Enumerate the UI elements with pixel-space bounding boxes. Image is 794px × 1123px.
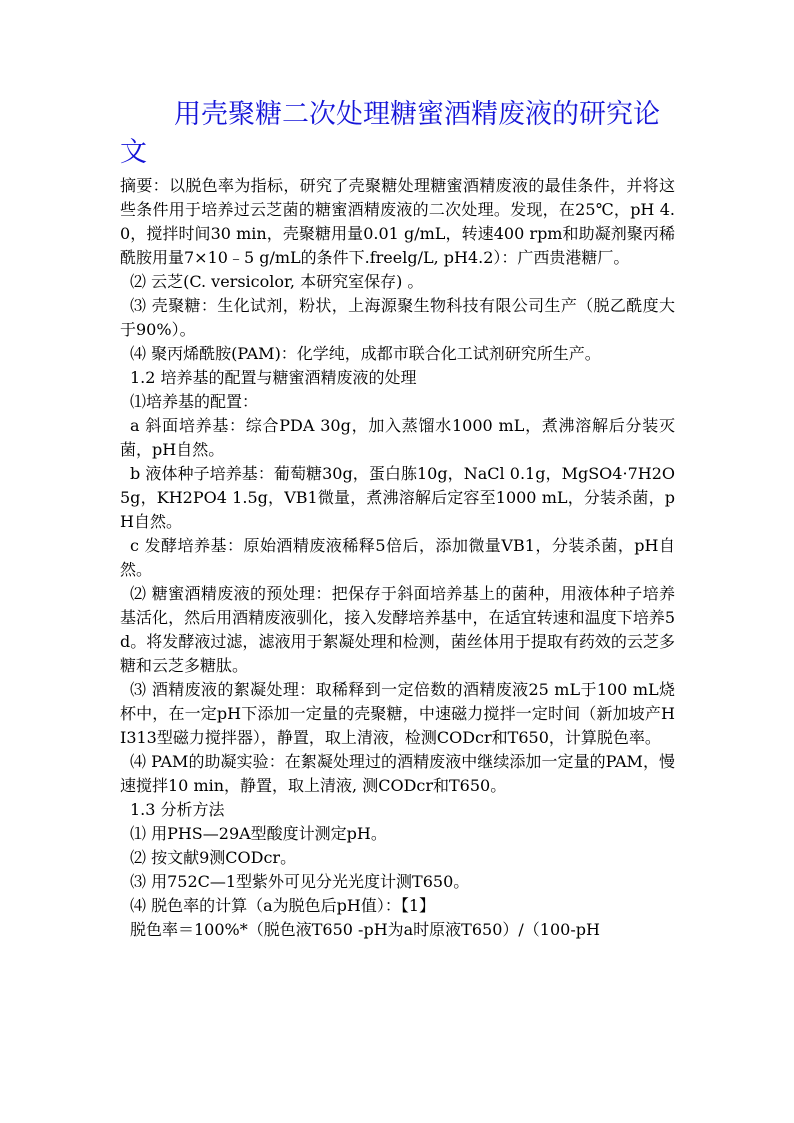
medium-fermentation: c 发酵培养基：原始酒精废液稀释5倍后，添加微量VB1，分装杀菌，pH自然。 bbox=[120, 536, 675, 579]
flocculation-paragraph: ⑶ 酒精废液的絮凝处理：取稀释到一定倍数的酒精废液25 mL于100 mL烧杯中，在一定pH下添加一定量的壳聚糖，中速磁力搅拌一定时间（新加坡产HI313型磁力搅拌器），静置，取上清液，检测CODcr和T650，计算脱色率。 bbox=[120, 680, 675, 747]
material-pam: ⑷ 聚丙烯酰胺(PAM)：化学纯，成都市联合化工试剂研究所生产。 bbox=[130, 344, 601, 363]
material-yunzhi: ⑵ 云芝(C. versicolor, 本研究室保存) 。 bbox=[130, 272, 424, 291]
medium-liquid-seed: b 液体种子培养基：葡萄糖30g，蛋白胨10g，NaCl 0.1g，MgSO4·7H2O 5g，KH2PO4 1.5g，VB1微量，煮沸溶解后定容至1000 mL，分装杀菌，pH自然。 bbox=[120, 464, 675, 531]
method-t650: ⑶ 用752C—1型紫外可见分光光度计测T650。 bbox=[130, 872, 470, 891]
pretreatment-paragraph: ⑵ 糖蜜酒精废液的预处理：把保存于斜面培养基上的菌种，用液体种子培养基活化，然后用酒精废液驯化，接入发酵培养基中，在适宜转速和温度下培养5d。将发酵液过滤，滤液用于絮凝处理和检测，菌丝体用于提取有药效的云芝多糖和云芝多糖肽。 bbox=[120, 584, 675, 675]
document-title: 用壳聚糖二次处理糖蜜酒精废液的研究论文 bbox=[120, 99, 660, 168]
decolor-formula: 脱色率＝100%*（脱色液T650 -pH为a时原液T650）/（100-pH bbox=[130, 920, 600, 939]
section-heading-1-2: 1.2 培养基的配置与糖蜜酒精废液的处理 bbox=[130, 368, 417, 387]
abstract-paragraph: 摘要：以脱色率为指标，研究了壳聚糖处理糖蜜酒精废液的最佳条件，并将这些条件用于培养过云芝菌的糖蜜酒精废液的二次处理。发现，在25℃，pH 4.0，搅拌时间30 min，壳聚糖用量0.01 g/mL，转速400 rpm和助凝剂聚丙稀酰胺用量7×10﹣5 g/mL的条件下.freelg/L, pH4.2）：广西贵港糖厂。 bbox=[120, 176, 675, 267]
section-heading-1-3: 1.3 分析方法 bbox=[130, 800, 225, 819]
method-codcr: ⑵ 按文献9测CODcr。 bbox=[130, 848, 297, 867]
material-chitosan: ⑶ 壳聚糖：生化试剂，粉状，上海源聚生物科技有限公司生产（脱乙酰度大于90%）。 bbox=[120, 296, 675, 339]
method-ph: ⑴ 用PHS—29A型酸度计测定pH。 bbox=[130, 824, 387, 843]
document-page bbox=[120, 96, 675, 942]
pam-coagulation-paragraph: ⑷ PAM的助凝实验：在絮凝处理过的酒精废液中继续添加一定量的PAM，慢速搅拌10 min，静置，取上清液, 测CODcr和T650。 bbox=[120, 752, 675, 795]
method-decolor-rate: ⑷ 脱色率的计算（a为脱色后pH值）：【1】 bbox=[130, 896, 436, 915]
medium-slant: a 斜面培养基：综合PDA 30g，加入蒸馏水1000 mL，煮沸溶解后分装灭菌，pH自然。 bbox=[120, 416, 675, 459]
medium-config-heading: ⑴培养基的配置： bbox=[130, 392, 259, 411]
